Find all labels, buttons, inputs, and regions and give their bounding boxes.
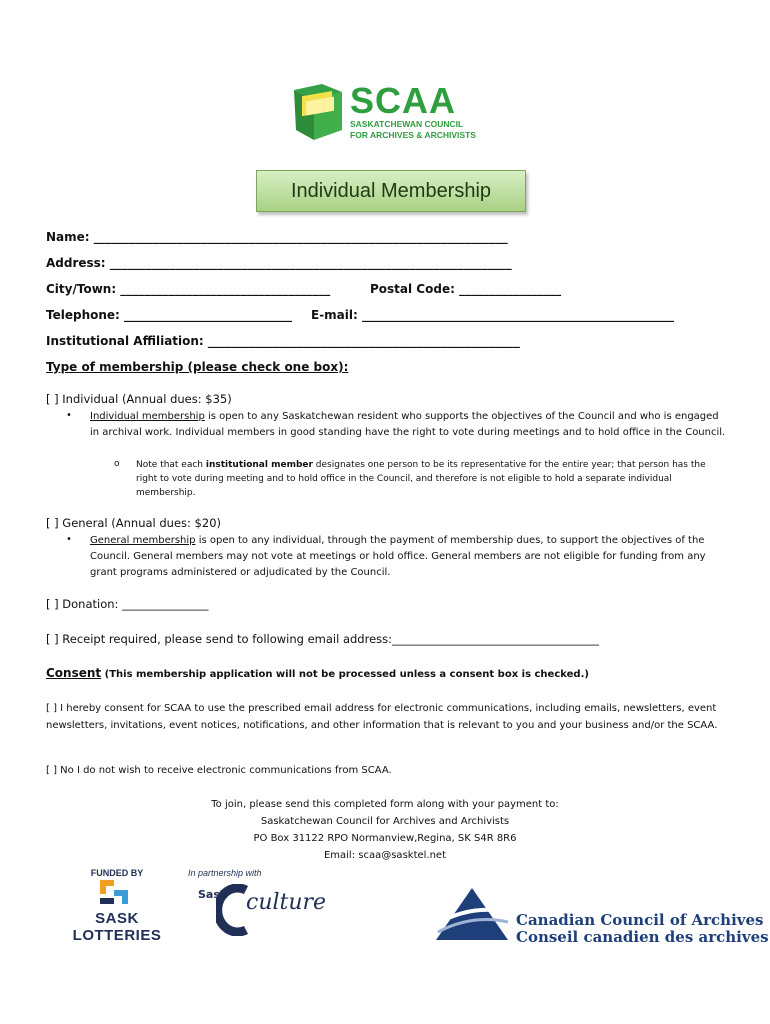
affiliation-field[interactable]: Institutional Affiliation: ____________________________________________________ bbox=[46, 334, 520, 348]
sask-lotteries-logo: FUNDED BY SASK LOTTERIES bbox=[62, 868, 172, 938]
page-title: Individual Membership bbox=[256, 170, 526, 212]
cca-name: Canadian Council of Archives Conseil canadien des archives bbox=[516, 911, 769, 946]
institutional-note: Note that each institutional member designates one person to be its representative for the entire year; that person has the right to vote during meeting and to hold office in the Council, and therefore is not eligible to hold a separate individual membership. bbox=[136, 460, 706, 498]
scaa-logo-icon bbox=[292, 80, 347, 142]
cca-logo-icon bbox=[432, 884, 512, 944]
telephone-field[interactable]: Telephone: ____________________________ bbox=[46, 308, 293, 322]
sub-bullet: o bbox=[114, 459, 120, 469]
logo-text: SCAA bbox=[350, 80, 457, 121]
bullet: • bbox=[66, 410, 72, 421]
consent-no-checkbox[interactable]: [ ] No I do not wish to receive electronic communications from SCAA. bbox=[46, 765, 392, 776]
general-description: General membership is open to any individual, through the payment of membership dues, to support the objectives of the Council. General members may not vote at meetings or hold office. General members are not eligible for funding from any grant programs administered or adjudicated by the Council. bbox=[90, 535, 706, 578]
receipt-checkbox[interactable]: [ ] Receipt required, please send to following email address:____________________________________ bbox=[46, 632, 600, 646]
postal-code-field[interactable]: Postal Code: _________________ bbox=[370, 282, 562, 296]
membership-heading: Type of membership (please check one box): bbox=[46, 360, 349, 374]
email-field[interactable]: E-mail: ____________________________________________________ bbox=[311, 308, 674, 322]
logo-subtitle: SASKATCHEWAN COUNCIL FOR ARCHIVES & ARCHIVISTS bbox=[350, 119, 476, 140]
bullet: • bbox=[66, 534, 72, 545]
sask-culture-logo: In partnership with Sask culture bbox=[188, 868, 328, 938]
name-field[interactable]: Name: _____________________________________________________________________ bbox=[46, 230, 508, 244]
sask-lotteries-icon bbox=[62, 878, 172, 906]
general-checkbox[interactable]: [ ] General (Annual dues: $20) bbox=[46, 516, 221, 530]
individual-description: Individual membership is open to any Saskatchewan resident who supports the objectives of the Council and who is engaged in archival work. Individual members in good standing have the right to vote during meetings and to hold office in the Council. bbox=[90, 411, 726, 438]
donation-checkbox[interactable]: [ ] Donation: _______________ bbox=[46, 597, 209, 611]
city-field[interactable]: City/Town: ___________________________________ bbox=[46, 282, 331, 296]
individual-checkbox[interactable]: [ ] Individual (Annual dues: $35) bbox=[46, 392, 232, 406]
consent-yes-checkbox[interactable]: [ ] I hereby consent for SCAA to use the prescribed email address for electronic communications, including emails, newsletters, event newsletters, invitations, event notices, notifications, and other information that is relevant to you and your business and/or the SCAA. bbox=[46, 703, 718, 731]
address-field[interactable]: Address: ___________________________________________________________________ bbox=[46, 256, 512, 270]
footer-instructions: To join, please send this completed form along with your payment to: Saskatchewan Council for Archives and Archivists PO Box 31122 RPO Normanview,Regina, SK S4R 8R6 Email: scaa@sasktel.net bbox=[211, 799, 559, 861]
consent-heading: Consent (This membership application will not be processed unless a consent box is checked.) bbox=[46, 666, 589, 680]
